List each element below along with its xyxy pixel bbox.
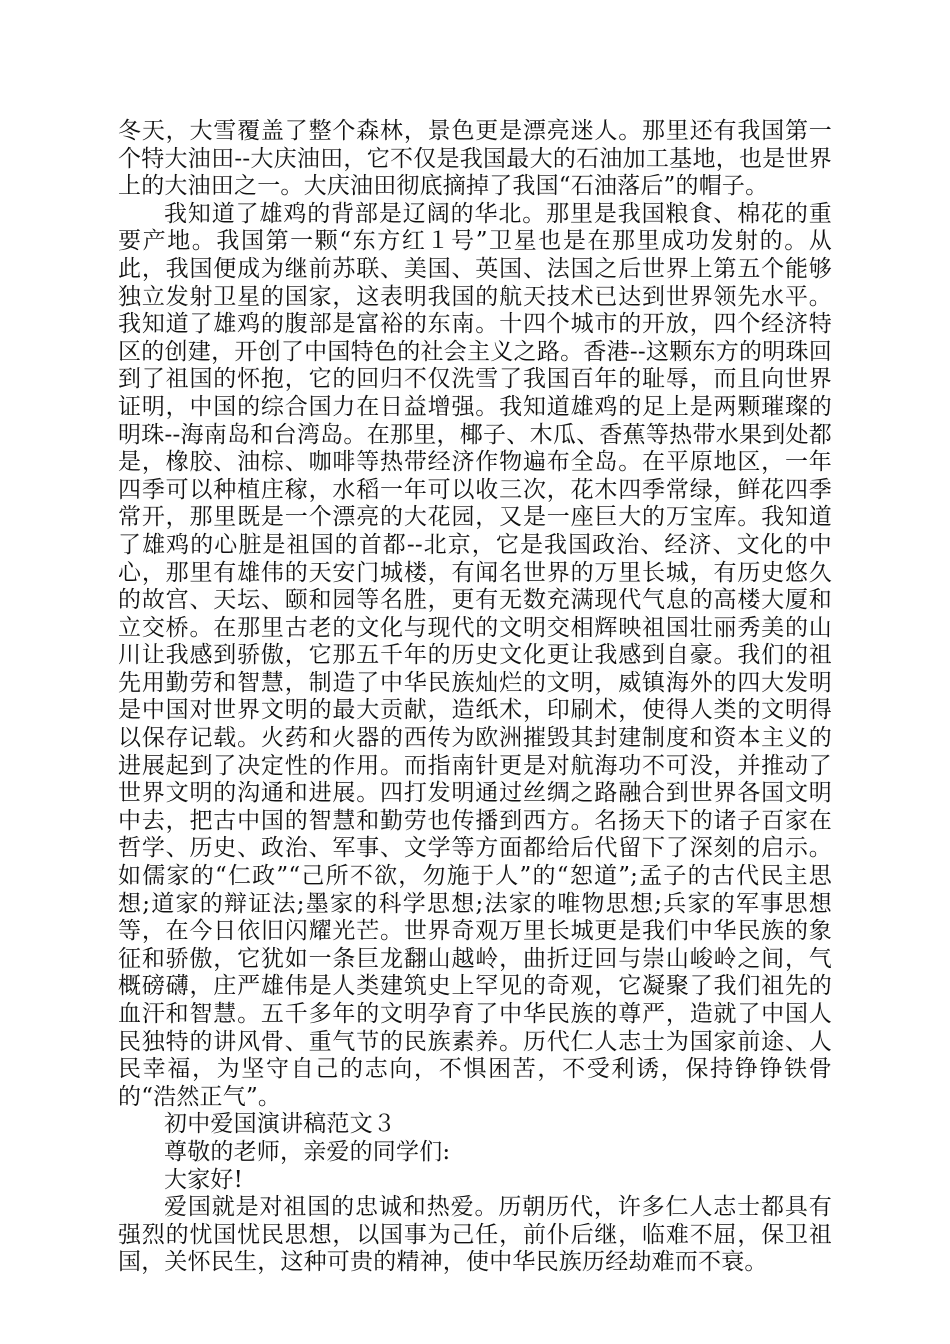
salutation: 尊敬的老师，亲爱的同学们:: [164, 1138, 451, 1165]
greeting: 大家好!: [164, 1166, 244, 1193]
paragraph-2: 我知道了雄鸡的背部是辽阔的华北。那里是我国粮食、棉花的重要产地。我国第一颗“东方红１号”卫星也是在那里成功发射的。从此，我国便成为继前苏联、美国、英国、法国之后世界上第五个能够独立发射卫星的国家，这表明我国的航天技术已达到世界领先水平。我知道了雄鸡的腹部是富裕的东南。十四个城市的开放，四个经济特区的创建，开创了中国特色的社会主义之路。香港--这颗东方的明珠回到了祖国的怀抱，它的回归不仅洗雪了我国百年的耻辱，而且向世界证明，中国的综合国力在日益增强。我知道雄鸡的足上是两颗璀璨的明珠--海南岛和台湾岛。在那里，椰子、木瓜、香蕉等热带水果到处都是，橡胶、油棕、咖啡等热带经济作物遍布全岛。在平原地区，一年四季可以种植庄稼，水稻一年可以收三次，花木四季常绿，鲜花四季常开，那里既是一个漂亮的大花园，又是一座巨大的万宝库。我知道了雄鸡的心脏是祖国的首都--北京，它是我国政治、经济、文化的中心，那里有雄伟的天安门城楼，有闻名世界的万里长城，有历史悠久的故宫、天坛、颐和园等名胜，更有无数充满现代气息的高楼大厦和立交桥。在那里古老的文化与现代的文明交相辉映祖国壮丽秀美的山川让我感到骄傲，它那五千年的历史文化更让我感到自豪。我们的祖先用勤劳和智慧，制造了中华民族灿烂的文明，威镇海外的四大发明是中国对世界文明的最大贡献，造纸术，印刷术，使得人类的文明得以保存记载。火药和火器的西传为欧洲摧毁其封建制度和资本主义的进展起到了决定性的作用。而指南针更是对航海功不可没，并推动了世界文明的沟通和进展。四打发明通过丝绸之路融合到世界各国文明中去，把古中国的智慧和勤劳也传播到西方。名扬天下的诸子百家在哲学、历史、政治、军事、文学等方面都给后代留下了深刻的启示。如儒家的“仁政”“己所不欲，勿施于人”的“恕道”;孟子的古代民主思想;道家的辩证法;墨家的科学思想;法家的唯物思想;兵家的军事思想等，在今日依旧闪耀光芒。世界奇观万里长城更是我们中华民族的象征和骄傲，它犹如一条巨龙翻山越岭，曲折迂回与崇山峻岭之间，气概磅礴，庄严雄伟是人类建筑史上罕见的奇观，它凝聚了我们祖先的血汗和智慧。五千多年的文明孕育了中华民族的尊严，造就了中国人民独特的讲风骨、重气节的民族素养。历代仁人志士为国家前途、人民幸福，为坚守自己的志向，不惧困苦，不受利诱，保持铮铮铁骨的“浩然正气”。: [118, 200, 832, 1110]
document-page: [118, 118, 832, 1277]
paragraph-1: 冬天，大雪覆盖了整个森林，景色更是漂亮迷人。那里还有我国第一个特大油田--大庆油田，它不仅是我国最大的石油加工基地，也是世界上的大油田之一。大庆油田彻底摘掉了我国“石油落后”的帽子。: [118, 118, 832, 200]
section-heading: 初中爱国演讲稿范文３: [164, 1111, 396, 1138]
paragraph-3: 爱国就是对祖国的忠诚和热爱。历朝历代，许多仁人志士都具有强烈的忧国忧民思想，以国事为己任，前仆后继，临难不屈，保卫祖国，关怀民生，这种可贵的精神，使中华民族历经劫难而不衰。: [118, 1194, 832, 1276]
